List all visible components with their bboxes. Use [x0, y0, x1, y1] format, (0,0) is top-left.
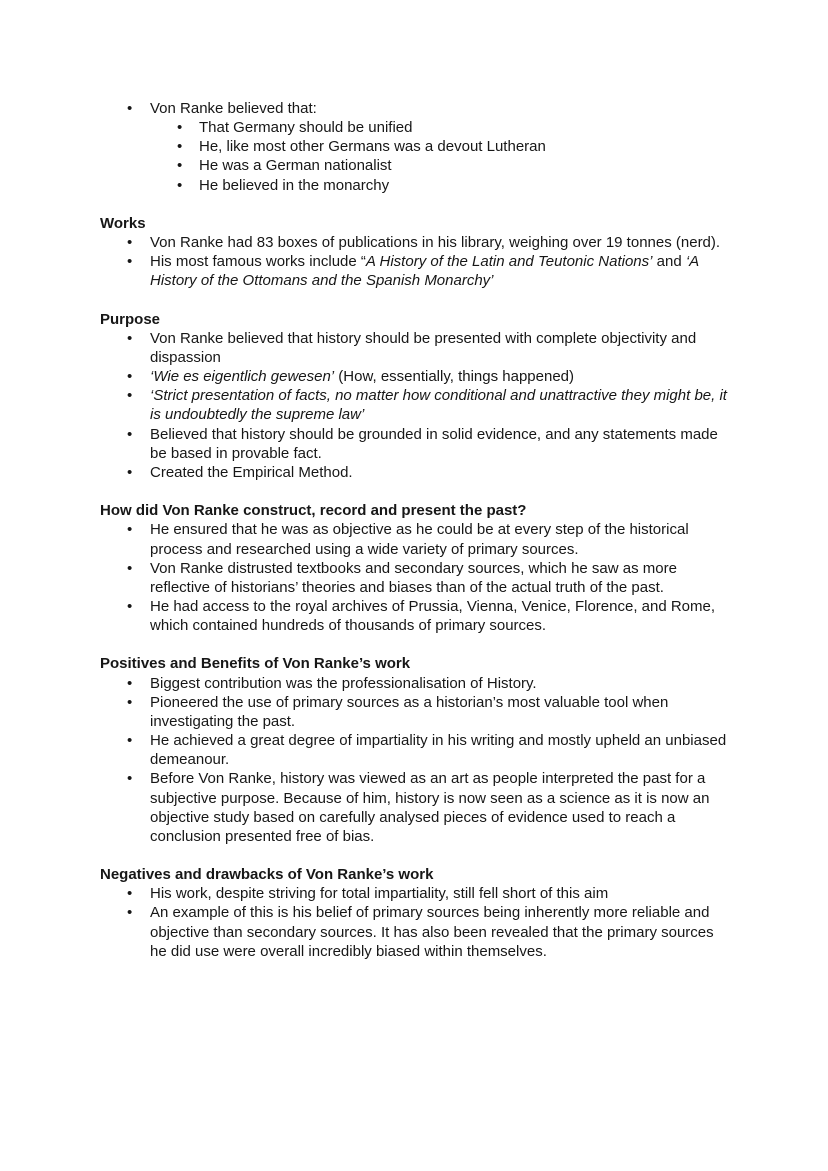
bullet-marker-icon: •: [127, 521, 133, 539]
text-run: (How, essentially, things happened): [334, 368, 575, 386]
bullet-item: [100, 731, 728, 769]
bullet-text: [150, 368, 574, 385]
bullet-item: [100, 137, 728, 156]
bullet-text: [150, 426, 718, 462]
text-run: Von Ranke had 83 boxes of publications in his library, weighing over 19 tonnes (nerd).: [150, 234, 721, 252]
bullet-item: [100, 252, 728, 290]
bullet-text: [199, 157, 392, 174]
bullet-item: [100, 884, 728, 903]
bullet-marker-icon: •: [127, 732, 133, 750]
bullet-item: [100, 156, 728, 175]
bullet-text: [150, 387, 727, 423]
bullet-item: [100, 329, 728, 367]
text-run: He was a German nationalist: [199, 157, 392, 175]
bullet-text: [150, 560, 677, 596]
bullet-marker-icon: •: [127, 100, 133, 117]
bullet-item: [100, 520, 728, 558]
italic-text-run: ‘Wie es eigentlich gewesen’: [150, 368, 335, 386]
italic-text-run: ‘Strict presentation of facts, no matter how conditional and unattractive they might be, it is undoubtedly the supreme law’: [150, 387, 727, 424]
bullet-marker-icon: •: [127, 329, 133, 347]
bullet-marker-icon: •: [127, 234, 133, 252]
bullet-text: [150, 732, 726, 768]
text-run: His work, despite striving for total impartiality, still fell short of this aim: [150, 885, 609, 903]
bullet-item: [100, 674, 728, 693]
bullet-marker-icon: •: [177, 138, 183, 156]
bullet-text: [150, 675, 537, 692]
bullet-marker-icon: •: [127, 253, 133, 271]
text-run: Pioneered the use of primary sources as a historian’s most valuable tool when investigating the past.: [150, 693, 669, 730]
text-run: Before Von Ranke, history was viewed as an art as people interpreted the past for a subjective purpose. Because of him, history is now seen as a science as it is now an objective study based on carefully analysed pieces of evidence used to reach a conclusion presented free of bias.: [150, 770, 710, 845]
text-run: and: [652, 253, 686, 271]
bullet-item: [100, 903, 728, 960]
document-section: [100, 501, 728, 635]
bullet-item: [100, 559, 728, 597]
text-run: He achieved a great degree of impartiality in his writing and mostly upheld an unbiased demeanour.: [150, 732, 727, 769]
section-heading: How did Von Ranke construct, record and present the past?: [100, 502, 527, 520]
document-section: [100, 865, 728, 961]
bullet-marker-icon: •: [127, 904, 133, 922]
bullet-marker-icon: •: [177, 157, 183, 175]
bullet-text: [199, 177, 389, 194]
text-run: That Germany should be unified: [199, 119, 413, 137]
bullet-marker-icon: •: [127, 674, 133, 692]
bullet-item: [100, 769, 728, 846]
bullet-item: [100, 367, 728, 386]
document-section: [100, 310, 728, 482]
document-section: [100, 214, 728, 291]
bullet-item: [100, 386, 728, 424]
bullet-item: [100, 425, 728, 463]
italic-text-run: A History of the Latin and Teutonic Nations’: [365, 253, 653, 271]
text-run: He had access to the royal archives of Prussia, Vienna, Venice, Florence, and Rome, which contained hundreds of thousands of primary sources.: [150, 598, 716, 635]
bullet-text: [199, 119, 412, 136]
bullet-item: [100, 99, 728, 118]
document-section: [100, 654, 728, 846]
bullet-text: [150, 464, 353, 481]
bullet-text: [150, 234, 720, 251]
bullet-marker-icon: •: [127, 425, 133, 443]
bullet-marker-icon: •: [127, 559, 133, 577]
bullet-item: [100, 693, 728, 731]
bullet-marker-icon: •: [177, 176, 183, 194]
bullet-item: [100, 118, 728, 137]
bullet-marker-icon: •: [127, 463, 133, 481]
bullet-marker-icon: •: [127, 693, 133, 711]
bullet-text: [150, 100, 317, 117]
bullet-text: [199, 138, 546, 155]
text-run: Von Ranke distrusted textbooks and secondary sources, which he saw as more reflective of historians’ theories and biases than of the actual truth of the past.: [150, 559, 677, 596]
bullet-marker-icon: •: [127, 368, 133, 386]
bullet-item: [100, 597, 728, 635]
text-run: Biggest contribution was the professionalisation of History.: [150, 674, 537, 692]
bullet-text: [150, 770, 709, 844]
bullet-item: [100, 176, 728, 195]
bullet-marker-icon: •: [127, 598, 133, 616]
bullet-item: [100, 233, 728, 252]
bullet-marker-icon: •: [127, 770, 133, 788]
text-run: He, like most other Germans was a devout Lutheran: [199, 138, 546, 156]
section-heading: Negatives and drawbacks of Von Ranke’s work: [100, 866, 434, 884]
bullet-text: [150, 694, 668, 730]
bullet-text: [150, 598, 715, 634]
section-heading: Purpose: [100, 310, 161, 328]
text-run: An example of this is his belief of primary sources being inherently more reliable and objective than secondary sources. It has also been revealed that the primary sources he did use were overall incredibly biased within themselves.: [150, 904, 714, 960]
bullet-text: [150, 253, 699, 289]
italic-text-run: ‘A History of the Ottomans and the Spanish Monarchy’: [150, 253, 699, 290]
bullet-marker-icon: •: [127, 387, 133, 405]
section-heading: Works: [100, 214, 146, 232]
bullet-text: [150, 904, 714, 959]
document-content: [100, 99, 728, 961]
section-heading: Positives and Benefits of Von Ranke’s work: [100, 655, 411, 673]
text-run: Created the Empirical Method.: [150, 463, 353, 481]
text-run: Von Ranke believed that:: [150, 100, 317, 117]
bullet-marker-icon: •: [177, 119, 183, 137]
bullet-marker-icon: •: [127, 885, 133, 903]
bullet-text: [150, 521, 689, 557]
bullet-text: [150, 885, 608, 902]
text-run: He believed in the monarchy: [199, 176, 390, 194]
document-section: [100, 99, 728, 195]
bullet-item: [100, 463, 728, 482]
text-run: Von Ranke believed that history should be presented with complete objectivity and dispassion: [150, 329, 697, 366]
text-run: He ensured that he was as objective as he could be at every step of the historical process and researched using a wide variety of primary sources.: [150, 521, 689, 558]
text-run: His most famous works include “: [150, 253, 366, 271]
bullet-text: [150, 330, 696, 366]
text-run: Believed that history should be grounded in solid evidence, and any statements made be based in provable fact.: [150, 425, 718, 462]
